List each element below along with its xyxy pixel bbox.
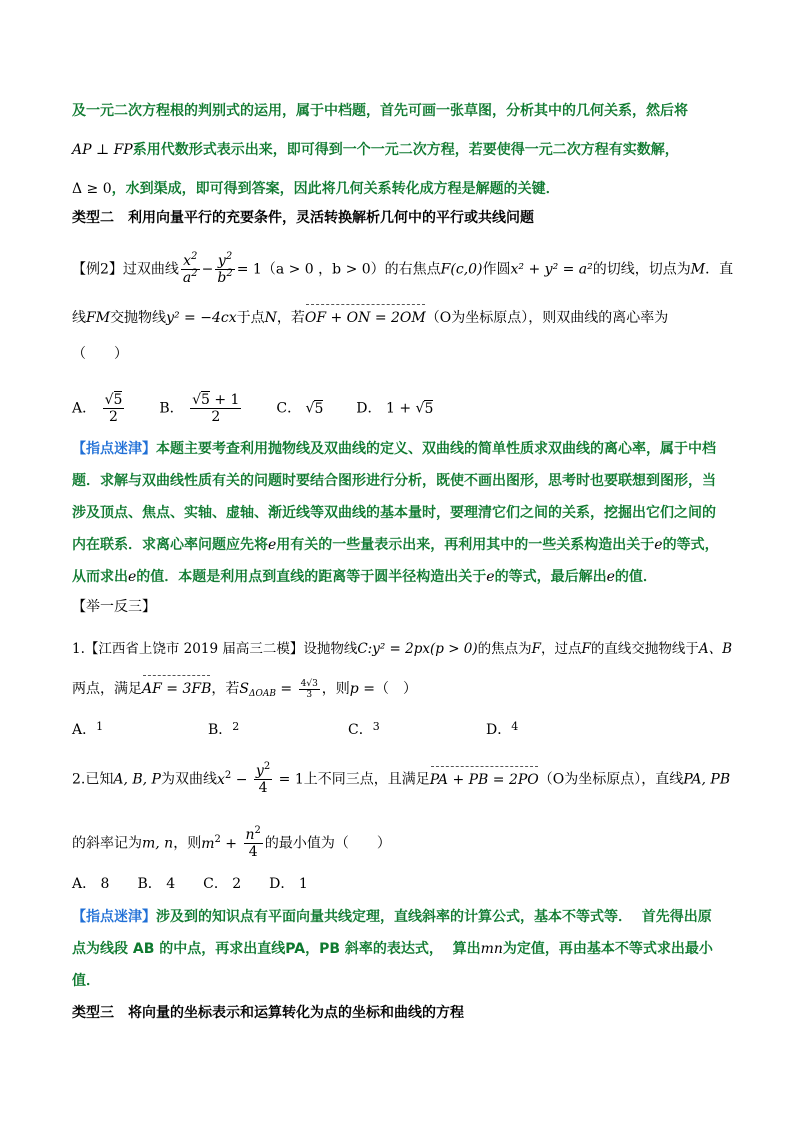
- tip-line: 题．求解与双曲线性质有关的问题时要结合图形进行分析，既使不画出图形，思考时也要联想到图形，当: [72, 473, 716, 489]
- section-heading: 类型三 将向量的坐标表示和运算转化为点的坐标和曲线的方程: [72, 1005, 464, 1021]
- tip-line: 涉及顶点、焦点、实轴、虚轴、渐近线等双曲线的基本量时，要理清它们之间的关系，挖掘出它们之间的: [72, 505, 716, 521]
- vector-perp-expression: AP ⊥ FP: [72, 142, 133, 158]
- tip-line: 【指点迷津】涉及到的知识点有平面向量共线定理，直线斜率的计算公式，基本不等式等． 首先得出原: [72, 909, 712, 925]
- section-heading: 类型二 利用向量平行的充要条件，灵活转换解析几何中的平行或共线问题: [72, 210, 534, 226]
- fraction-y2-4: $\frac{y^2}{4}$: [255, 761, 271, 796]
- vector-equation: OF + ON = 2OM: [305, 307, 426, 329]
- example-line: 【例2】过双曲线 $\frac{x^2}{a^2}$ − $\frac{y^2}{b^2}$ = 1（a > 0 ，b > 0）的右焦点F(c,0)作圆x² + y² = a²的切线，切点为M．直: [72, 251, 734, 286]
- option-a-value: $\frac{√5}{2}$: [104, 392, 123, 425]
- question-2-line: 的斜率记为m, n，则$m^2$ + $\frac{n^2}{4}$ 的最小值为（ ）: [72, 825, 391, 860]
- tip-line: 值．: [72, 973, 100, 989]
- question-1-line: 两点，满足AF = 3FB，若$S_{\Delta OAB}$ = $\frac{4√3}{3}$ ，则p =（ ）: [72, 678, 417, 700]
- option-c-value: √5: [305, 400, 324, 417]
- tip-line: 从而求出e的值．本题是利用点到直线的距离等于圆半径构造出关于e的等式，最后解出e的值．: [72, 569, 657, 585]
- discriminant-expression: Δ ≥ 0: [72, 181, 112, 197]
- option-b-value: $\frac{√5 + 1}{2}$: [192, 392, 240, 425]
- fraction-x2-a2: $\frac{x^2}{a^2}$: [182, 251, 198, 286]
- question-1-line: 1.【江西省上饶市 2019 届高三二模】设抛物线C:y² = 2px(p > 0)的焦点为F，过点F的直线交抛物线于A、B: [72, 641, 733, 657]
- fraction-y2-b2: $\frac{y^2}{b^2}$: [217, 251, 233, 286]
- fraction-n2-4: $\frac{n^2}{4}$: [245, 825, 261, 860]
- options-row: A． $\frac{√5}{2}$ B． $\frac{√5 + 1}{2}$ C． √5 D． 1 + √5: [72, 392, 434, 425]
- tip-line: 【指点迷津】本题主要考查利用抛物线及双曲线的定义、双曲线的简单性质求双曲线的离心率，属于中档: [72, 441, 716, 457]
- practice-heading: 【举一反三】: [72, 599, 156, 615]
- example-line: 线FM交抛物线y² = −4cx于点N，若OF + ON = 2OM（O为坐标原点），则双曲线的离心率为: [72, 307, 724, 329]
- answer-paren: （ ）: [72, 346, 128, 362]
- question-2-line: 2.已知A, B, P为双曲线$x^2$ − $\frac{y^2}{4}$ = 1上不同三点，且满足PA + PB = 2PO（O为坐标原点），直线PA, PB: [72, 761, 731, 796]
- paragraph-line: Δ ≥ 0，水到渠成，即可得到答案，因此将几何关系转化成方程是解题的关键．: [72, 181, 560, 197]
- option-d-value: 1 + √5: [385, 400, 434, 417]
- tip-line: 内在联系．求离心率问题应先将e用有关的一些量表示出来，再利用其中的一些关系构造出关于e的等式，: [72, 537, 719, 553]
- area-fraction: $\frac{4√3}{3}$: [300, 678, 318, 700]
- paragraph-line: 及一元二次方程根的判别式的运用，属于中档题，首先可画一张草图，分析其中的几何关系，然后将: [72, 103, 688, 119]
- tip-line: 点为线段 AB 的中点，再求出直线PA，PB 斜率的表达式， 算出mn为定值，再由基本不等式求出最小: [72, 941, 713, 957]
- paragraph-line: AP ⊥ FP系用代数形式表示出来，即可得到一个一元二次方程，若要使得一元二次方程有实数解，: [72, 142, 679, 158]
- question-2-options: A． 8 B． 4 C． 2 D． 1: [72, 876, 308, 892]
